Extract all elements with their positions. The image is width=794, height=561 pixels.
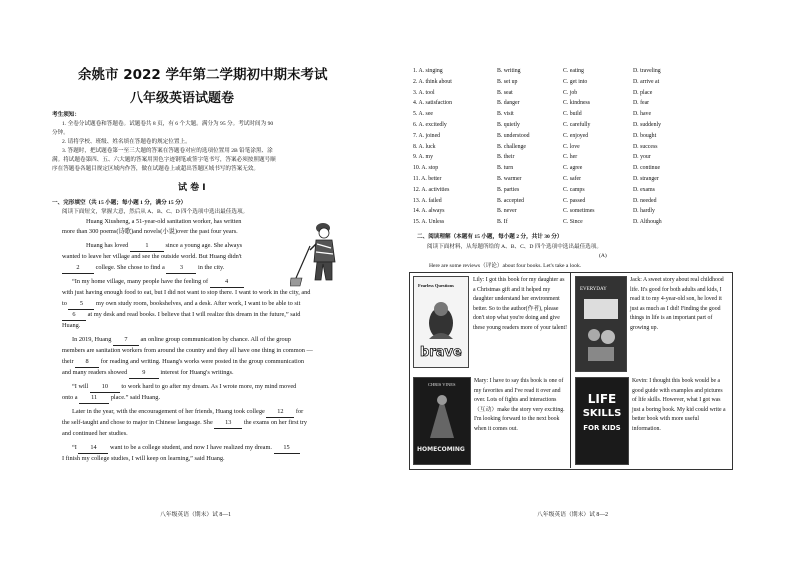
section-heading: 一、完形填空（共 15 小题；每小题 1 分，满分 15 分）	[52, 200, 187, 206]
option-choice[interactable]: 7. A. joined	[413, 132, 441, 139]
notice-line: 分钟。	[52, 130, 69, 136]
option-choice[interactable]: B. writing	[497, 68, 521, 74]
option-choice[interactable]: B. never	[497, 208, 517, 215]
sweeper-illustration	[290, 218, 348, 288]
option-choice[interactable]: C. kindness	[563, 100, 591, 107]
blank-2[interactable]: 2	[62, 263, 94, 274]
option-choice[interactable]: D. needed	[633, 197, 657, 204]
option-choice[interactable]: 2. A. think about	[413, 78, 452, 85]
section-instruction: 阅读下面短文，掌握大意，然后从 A、B、C、D 四个选项中选出最佳选项。	[62, 209, 249, 215]
option-choice[interactable]: B. their	[497, 154, 515, 161]
notice-line: 满。将试题卷第四、五、六大题的答案用黑色字迹钢笔或签字笔书写，答案必须按照题号顺	[52, 157, 276, 163]
option-choice[interactable]: B. If	[497, 219, 508, 226]
notice-line: 2. 请将学校、班级、姓名填在答题卷的规定位置上。	[62, 139, 191, 145]
blank-4[interactable]: 4	[210, 277, 244, 288]
option-choice[interactable]: D. have	[633, 111, 652, 118]
option-choice[interactable]: D. success	[633, 143, 658, 150]
passage-line: wanted to leave her village and see the outside world. But Huang didn't	[62, 253, 242, 260]
option-choice[interactable]: 6. A. excitedly	[413, 122, 447, 128]
notice-line: 序在答题卷各题目规定区域内作答，做在试题卷上或超出答题区域书写的答案无效。	[52, 166, 259, 172]
paper-heading: 试 卷 Ⅰ	[178, 183, 206, 193]
option-choice[interactable]: D. place	[633, 89, 653, 96]
notice-heading: 考生须知：	[52, 112, 80, 118]
notice-line: 3. 答题时，把试题卷第一至三大题的答案在答题卷对应的选项位置用 2B 铅笔涂黑、涂	[62, 148, 273, 154]
book-cover-everyday: EVERYDAY	[575, 276, 627, 372]
option-choice[interactable]: C. agree	[563, 165, 583, 172]
passage-line: 6 at my desk and read books. I believe that I will realize this dream in the future,” said	[62, 310, 300, 321]
option-choice[interactable]: 4. A. satisfaction	[413, 100, 452, 107]
option-choice[interactable]: D. traveling	[633, 68, 661, 74]
option-choice[interactable]: D. bought	[633, 132, 657, 139]
blank-9[interactable]: 9	[129, 368, 159, 379]
blank-7[interactable]: 7	[113, 335, 139, 346]
option-choice[interactable]: C. love	[563, 143, 580, 150]
blank-6[interactable]: 6	[62, 310, 86, 321]
option-choice[interactable]: 3. A. tool	[413, 89, 435, 96]
option-choice[interactable]: D. fear	[633, 100, 650, 107]
grid-divider	[570, 272, 571, 468]
section-instruction: 阅读下面材料，从每题所给的 A、B、C、D 四个选项中选出最佳选项。	[427, 244, 602, 250]
option-choice[interactable]: D. Although	[633, 219, 662, 226]
book-cover-life-skills: LIFE SKILLS FOR KIDS	[575, 377, 629, 465]
blank-1[interactable]: 1	[130, 241, 164, 252]
blank-14[interactable]: 14	[78, 443, 108, 454]
option-choice[interactable]: B. turn	[497, 165, 514, 172]
option-choice[interactable]: C. build	[563, 111, 582, 118]
option-choice[interactable]: D. exams	[633, 186, 655, 193]
option-choice[interactable]: B. parties	[497, 186, 520, 193]
option-choice[interactable]: 14. A. always	[413, 208, 445, 215]
option-choice[interactable]: D. stranger	[633, 176, 659, 182]
option-choice[interactable]: D. arrive at	[633, 78, 660, 85]
right-page	[397, 0, 794, 561]
passage-line: and many readers showed 9 interest for Huang's writings.	[62, 368, 234, 379]
option-choice[interactable]: B. challenge	[497, 143, 526, 150]
passage-line: members are sanitation workers from around the country and they all have one thing in common —	[62, 347, 313, 354]
option-choice[interactable]: D. suddenly	[633, 122, 662, 128]
passage-line: “In my home village, many people have the feeling of 4	[72, 277, 244, 288]
option-choice[interactable]: C. get into	[563, 78, 588, 85]
passage-line: the self-taught and chose to major in Chinese language. She 13 the exams on her first try	[62, 418, 307, 429]
passage-line: I finish my college studies, I will keep on learning,” said Huang.	[62, 455, 225, 462]
option-choice[interactable]: B. understood	[497, 132, 530, 139]
page-footer: 八年级英语（期末）试 8—2	[537, 512, 609, 518]
passage-line: more than 300 poems(诗歌)and novels(小说)over the past four years.	[62, 228, 238, 235]
passage-line: their 8 for reading and writing. Huang's works were posted in the group communication	[62, 357, 304, 368]
blank-12[interactable]: 12	[266, 407, 294, 418]
review-kevin: Kevin: I thought this book would be a good guide with examples and pictures of life skills. However, what I got was just a boring book. My kid could write a better book with more useful information.	[632, 378, 726, 432]
option-choice[interactable]: 11. A. better	[413, 176, 442, 182]
passage-line: onto a 11 place.” said Huang.	[62, 393, 160, 404]
option-choice[interactable]: 15. A. Unless	[413, 219, 445, 226]
option-choice[interactable]: C. passed	[563, 197, 586, 204]
passage-line: Huang.	[62, 322, 81, 329]
section-heading: 二、阅读理解（本题有 15 小题，每小题 2 分，共计 30 分）	[417, 234, 563, 240]
passage-line: and continued her studies.	[62, 430, 128, 437]
blank-5[interactable]: 5	[68, 299, 94, 310]
option-choice[interactable]: C. enjoyed	[563, 132, 589, 139]
option-choice[interactable]: 10. A. stop	[413, 165, 439, 172]
review-jack: Jack: A sweet story about real childhood life. It's good for both adults and kids, I read it to my 4-year-old son, he loved it just as much as I did! Finding the good things in life is an important part of growing up.	[630, 277, 724, 331]
blank-11[interactable]: 11	[79, 393, 109, 404]
blank-13[interactable]: 13	[214, 418, 242, 429]
option-choice[interactable]: 12. A. activities	[413, 186, 450, 193]
option-choice[interactable]: C. safer	[563, 176, 582, 182]
option-choice[interactable]: B. warmer	[497, 176, 522, 182]
option-choice[interactable]: 13. A. failed	[413, 197, 442, 204]
option-choice[interactable]: C. eating	[563, 68, 584, 74]
option-choice[interactable]: B. accepted	[497, 197, 525, 204]
page-footer: 八年级英语（期末）试 8—1	[160, 512, 232, 518]
passage-line: Huang has loved 1 since a young age. She always	[86, 241, 242, 252]
notice-line: 1. 全卷分试题卷和答题卷。试题卷共 8 页，有 6 个大题。满分为 95 分。考试时间为 90	[62, 121, 274, 127]
reading-intro: Here are some reviews（评论）about four books. Let's take a look.	[429, 263, 582, 269]
review-mary: Mary: I have to say this book is one of my favorites and I've read it over and over. Lots of fights and interactions（互动）make the story very exciting. I'm looking forward to the next book when it comes out.	[474, 378, 565, 432]
part-label: (A)	[599, 253, 607, 259]
blank-15[interactable]: 15	[274, 443, 300, 454]
option-choice[interactable]: C. sometimes	[563, 208, 595, 215]
option-choice[interactable]: C. Since	[563, 219, 583, 226]
option-choice[interactable]: C. her	[563, 154, 578, 161]
option-choice[interactable]: 5. A. see	[413, 111, 433, 118]
option-choice[interactable]: 8. A. luck	[413, 143, 436, 150]
blank-3[interactable]: 3	[166, 263, 196, 274]
book-cover-homecoming: CHRIS VINES HOMECOMING	[413, 377, 471, 465]
passage-line: In 2019, Huang 7 an online group communication by chance. All of the group	[72, 335, 291, 346]
review-lily: Lily: I got this book for my daughter as a Christmas gift and it helped my daughter understand her environment better. So to the author(作者), please don't stop what you're doing and give these young readers more of your talent!	[473, 277, 568, 331]
option-choice[interactable]: 1. A. singing	[413, 68, 443, 74]
option-choice[interactable]: B. visit	[497, 111, 514, 118]
option-choice[interactable]: D. your	[633, 154, 651, 161]
option-choice[interactable]: B. danger	[497, 100, 520, 107]
option-choice[interactable]: C. carefully	[563, 122, 591, 128]
option-choice[interactable]: 9. A. my	[413, 154, 433, 161]
exam-title: 余姚市 2022 学年第二学期初中期末考试	[78, 67, 328, 83]
option-choice[interactable]: C. camps	[563, 186, 585, 193]
option-choice[interactable]: B. set up	[497, 78, 518, 85]
passage-line: “I will 10 to work hard to go after my dream. As I wrote more, my mind moved	[72, 382, 296, 393]
option-choice[interactable]: B. seat	[497, 89, 513, 96]
option-choice[interactable]: D. continue	[633, 165, 661, 172]
passage-line: Later in the year, with the encouragement of her friends, Huang took college 12 for	[72, 407, 303, 418]
passage-line: to 5 my own study room, bookshelves, and a desk. After work, I want to be able to sit	[62, 299, 300, 310]
passage-line: with just having enough food to eat, but I did not want to stop there. I want to work in the city, and	[62, 289, 311, 296]
option-choice[interactable]: C. job	[563, 89, 578, 96]
option-choice[interactable]: B. quietly	[497, 122, 520, 128]
exam-subtitle: 八年级英语试题卷	[130, 91, 235, 106]
blank-10[interactable]: 10	[90, 382, 120, 393]
book-cover-brave: Fearless Questions brave	[413, 276, 469, 368]
passage-line: “I 14 want to be a college student, and now I have realized my dream. 15	[72, 443, 300, 454]
option-choice[interactable]: D. hardly	[633, 208, 655, 215]
passage-line: Huang Xiusheng, a 51-year-old sanitation worker, has written	[86, 218, 242, 225]
blank-8[interactable]: 8	[75, 357, 99, 368]
passage-line: 2 college. She chose to find a 3 in the city.	[62, 263, 224, 274]
